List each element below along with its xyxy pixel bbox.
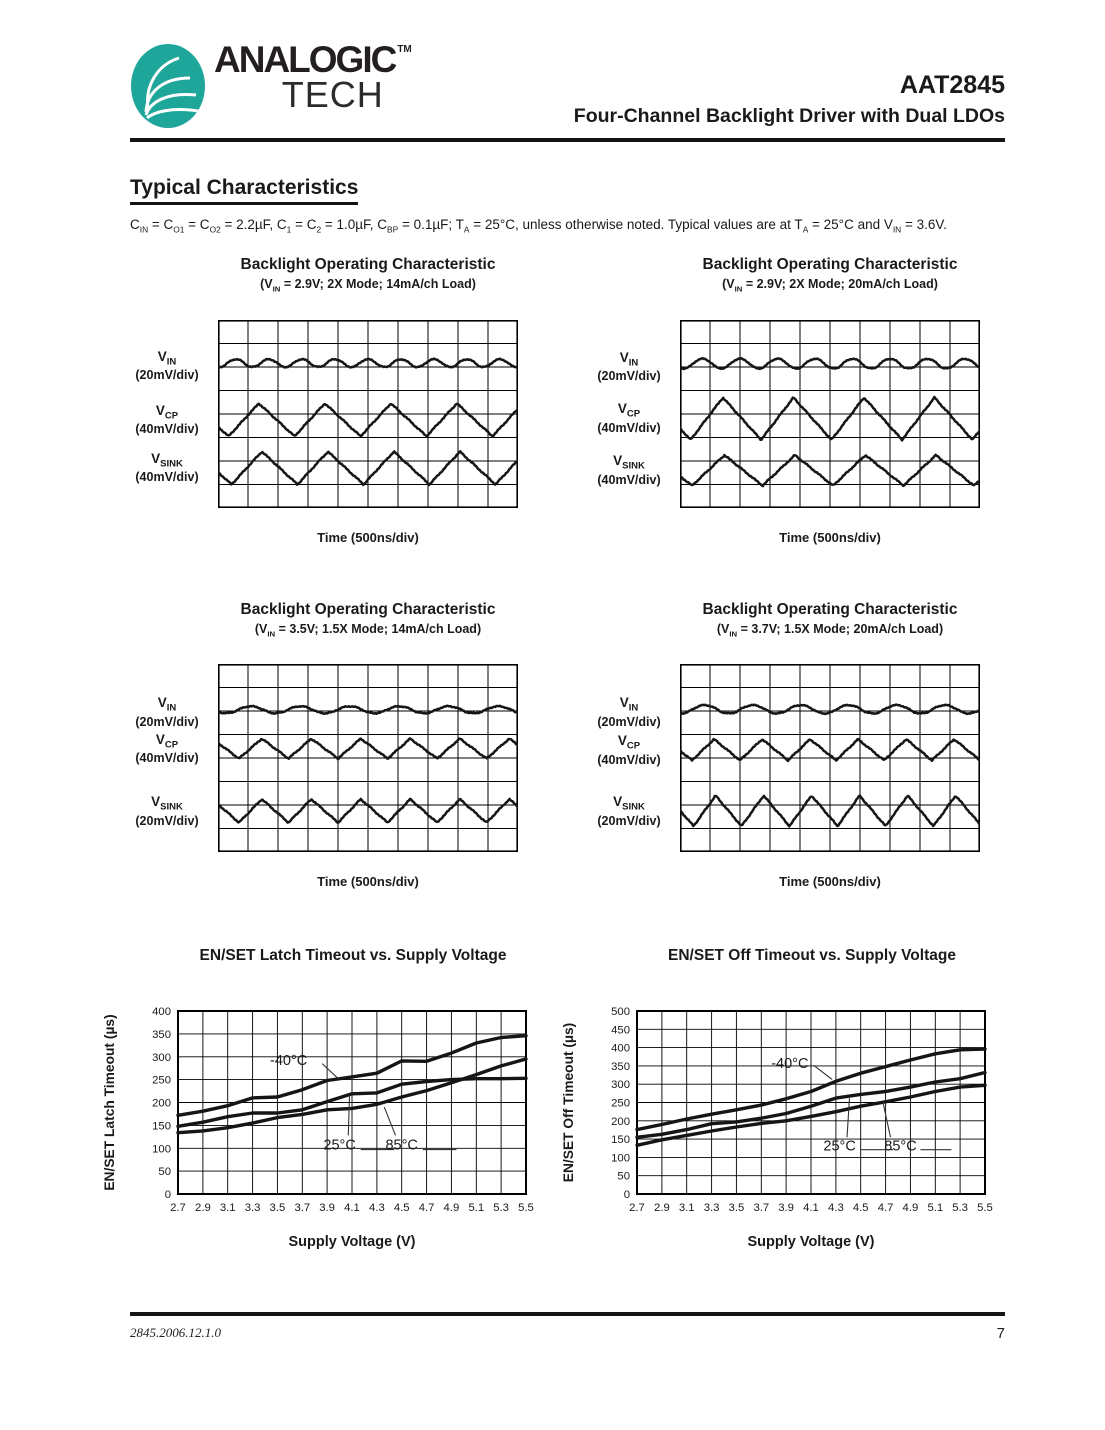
svg-text:3.1: 3.1 [219, 1202, 236, 1215]
chart-title: Backlight Operating Characteristic [702, 600, 958, 618]
svg-text:400: 400 [152, 1006, 171, 1019]
svg-text:4.7: 4.7 [877, 1202, 894, 1215]
x-axis-label: Time (500ns/div) [779, 874, 881, 890]
svg-text:2.7: 2.7 [629, 1202, 645, 1215]
trace-label: $V_{CP}$ (40mV/div) [597, 733, 661, 767]
trace-label: $V_{SINK}$ (40mV/div) [597, 453, 661, 487]
svg-text:5.1: 5.1 [927, 1202, 944, 1215]
svg-text:3.7: 3.7 [753, 1202, 770, 1215]
svg-text:85°C: 85°C [385, 1137, 418, 1154]
chart-subtitle: ($V_{IN} = 3.7V$; 1.5X Mode; 20mA/ch Load) [716, 621, 944, 639]
section-heading: Typical Characteristics [130, 176, 358, 205]
svg-text:-40°C: -40°C [270, 1053, 308, 1070]
svg-text:100: 100 [152, 1143, 171, 1156]
svg-text:Supply Voltage (V): Supply Voltage (V) [288, 1234, 416, 1251]
svg-text:3.9: 3.9 [319, 1202, 335, 1215]
document-title-block [574, 71, 1005, 130]
svg-text:4.9: 4.9 [902, 1202, 919, 1215]
chart-title: EN/SET Off Timeout vs. Supply Voltage [668, 947, 956, 965]
svg-text:5.1: 5.1 [468, 1202, 485, 1215]
svg-text:100: 100 [611, 1152, 630, 1165]
svg-text:350: 350 [152, 1029, 171, 1042]
svg-text:4.1: 4.1 [803, 1202, 819, 1215]
svg-text:EN/SET Latch Timeout (µs): EN/SET Latch Timeout (µs) [102, 1014, 117, 1191]
svg-text:450: 450 [611, 1024, 630, 1037]
trace-label: $V_{CP}$ (40mV/div) [135, 402, 199, 437]
line-plot [549, 989, 1019, 1255]
oscilloscope-plot [680, 320, 980, 508]
svg-text:50: 50 [158, 1166, 171, 1179]
analogictech-logo-icon [130, 42, 206, 130]
trace-label: $V_{CP}$ (40mV/div) [597, 401, 661, 436]
svg-text:0: 0 [164, 1189, 171, 1202]
scope-chart-1p5x-14ma [135, 600, 518, 890]
svg-text:500: 500 [611, 1006, 630, 1019]
svg-text:4.3: 4.3 [369, 1202, 385, 1215]
scope-chart-2x-20ma [597, 256, 980, 545]
chart-row-2 [130, 601, 1005, 890]
svg-text:3.5: 3.5 [269, 1202, 286, 1215]
svg-text:4.3: 4.3 [828, 1202, 844, 1215]
svg-text:3.3: 3.3 [244, 1202, 261, 1215]
test-conditions-text: $C_{IN} = C_{O1} = C_{O2} = 2.2\mu F$, $C_1 = C_2 = 1.0\mu F$, $C_{BP} = 0.1\mu F$; $T_A = 25^\circ C$, unless otherwise noted. Typical values are at $T_A = 25^\circ C$ and $V_{IN} = 3.6V$. [130, 217, 947, 235]
svg-text:2.7: 2.7 [170, 1202, 186, 1215]
svg-text:3.5: 3.5 [728, 1202, 745, 1215]
svg-text:250: 250 [611, 1097, 630, 1110]
svg-text:2.9: 2.9 [195, 1202, 211, 1215]
chart-row-3 [102, 947, 1005, 1255]
company-logo [130, 39, 412, 130]
svg-text:4.1: 4.1 [344, 1202, 360, 1215]
chart-subtitle: ($V_{IN} = 3.5V$; 1.5X Mode; 14mA/ch Load) [254, 621, 482, 639]
svg-text:300: 300 [611, 1079, 630, 1092]
trace-label: $V_{SINK}$ (40mV/div) [135, 450, 199, 485]
brand-name-line2: TECH [281, 74, 384, 116]
svg-text:250: 250 [152, 1074, 171, 1087]
scope-chart-2x-14ma [135, 256, 518, 545]
trace-label: $V_{IN}$ (20mV/div) [135, 695, 199, 730]
svg-text:3.3: 3.3 [703, 1202, 720, 1215]
svg-text:4.9: 4.9 [443, 1202, 460, 1215]
svg-text:400: 400 [611, 1042, 630, 1055]
svg-text:85°C: 85°C [884, 1138, 917, 1155]
trace-label: $V_{IN}$ (20mV/div) [597, 695, 661, 730]
document-title: Four-Channel Backlight Driver with Dual LDOs [573, 105, 1005, 127]
chart-title: Backlight Operating Characteristic [702, 256, 958, 274]
trace-label: $V_{SINK}$ (20mV/div) [135, 794, 199, 828]
svg-text:4.7: 4.7 [418, 1202, 435, 1215]
chart-subtitle: ($V_{IN} = 2.9V$; 2X Mode; 20mA/ch Load) [722, 277, 938, 294]
svg-text:2.9: 2.9 [654, 1202, 670, 1215]
svg-text:200: 200 [611, 1116, 630, 1129]
svg-text:200: 200 [152, 1097, 171, 1110]
oscilloscope-plot [680, 664, 980, 852]
latch-timeout-chart [90, 947, 567, 1255]
svg-text:-40°C: -40°C [771, 1056, 809, 1073]
svg-text:3.7: 3.7 [294, 1202, 311, 1215]
trace-label: $V_{IN}$ (20mV/div) [135, 348, 199, 383]
svg-text:0: 0 [623, 1189, 630, 1202]
svg-text:5.3: 5.3 [952, 1202, 968, 1215]
chart-title: Backlight Operating Characteristic [240, 600, 496, 618]
svg-text:Supply Voltage (V): Supply Voltage (V) [747, 1234, 875, 1251]
x-axis-label: Time (500ns/div) [779, 529, 881, 545]
svg-text:EN/SET Off Timeout (µs): EN/SET Off Timeout (µs) [561, 1023, 576, 1183]
svg-text:3.1: 3.1 [678, 1202, 695, 1215]
svg-text:5.5: 5.5 [977, 1202, 993, 1215]
trace-label: $V_{SINK}$ (20mV/div) [597, 794, 661, 828]
x-axis-label: Time (500ns/div) [317, 529, 419, 545]
scope-plot-area [135, 664, 518, 852]
svg-text:25°C: 25°C [323, 1137, 356, 1154]
svg-text:4.5: 4.5 [852, 1202, 869, 1215]
x-axis-label: Time (500ns/div) [317, 874, 419, 890]
page-number: 7 [996, 1325, 1005, 1342]
svg-text:5.5: 5.5 [518, 1202, 534, 1215]
trace-label: $V_{CP}$ (40mV/div) [135, 731, 199, 766]
svg-text:4.5: 4.5 [393, 1202, 410, 1215]
brand-name: ANALOGIC ™ [214, 39, 412, 80]
page-footer [130, 1312, 1005, 1342]
svg-text:150: 150 [152, 1120, 171, 1133]
svg-text:3.9: 3.9 [778, 1202, 794, 1215]
oscilloscope-plot [218, 664, 518, 852]
chart-subtitle: ($V_{IN} = 2.9V$; 2X Mode; 14mA/ch Load) [260, 277, 476, 294]
svg-text:300: 300 [152, 1052, 171, 1065]
brand-text [214, 39, 412, 116]
scope-chart-1p5x-20ma [597, 600, 980, 890]
chart-title: Backlight Operating Characteristic [240, 256, 496, 274]
scope-plot-area [597, 664, 980, 852]
trace-label: $V_{IN}$ (20mV/div) [597, 349, 661, 384]
oscilloscope-plot [218, 320, 518, 508]
chart-title: EN/SET Latch Timeout vs. Supply Voltage [199, 947, 507, 965]
scope-plot-area [597, 320, 980, 508]
line-plot [90, 989, 560, 1255]
off-timeout-chart [549, 947, 1004, 1255]
svg-text:150: 150 [611, 1134, 630, 1147]
trademark-symbol: TM [397, 44, 412, 55]
page-header [130, 0, 1005, 130]
svg-text:5.3: 5.3 [493, 1202, 509, 1215]
part-number: AAT2845 [899, 71, 1005, 99]
svg-text:25°C: 25°C [823, 1138, 856, 1155]
document-id: 2845.2006.12.1.0 [130, 1325, 221, 1340]
svg-text:50: 50 [617, 1170, 630, 1183]
scope-plot-area [135, 320, 518, 508]
chart-row-1 [130, 256, 1005, 545]
svg-text:350: 350 [611, 1061, 630, 1074]
